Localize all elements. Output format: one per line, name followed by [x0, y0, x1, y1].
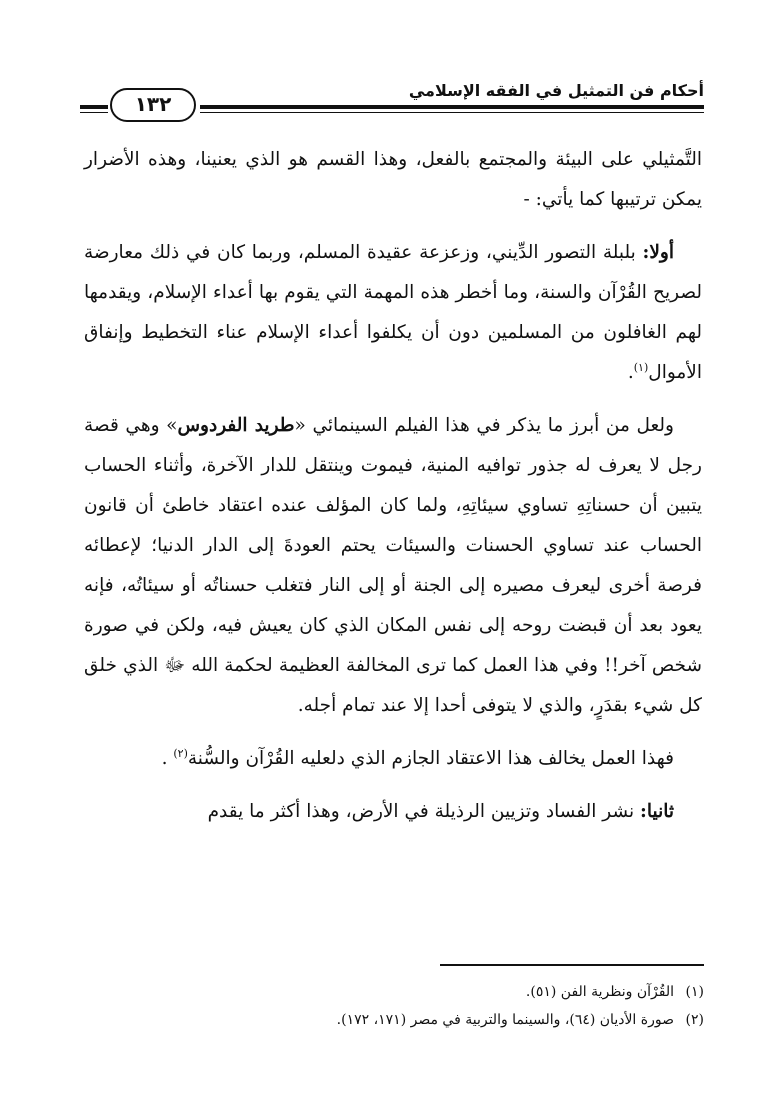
- paragraph-text: بلبلة التصور الدِّيني، وزعزعة عقيدة المسلم، وربما كان في ذلك معارضة لصريح القُرْآن والسنة، وما أخطر هذه المهمة التي يقوم بها أعداء الإسلام، ويقدمها لهم الغافلون من المسلمين دون أن يكلفوا أعداء الإسلام عناء التخطيط وإنفاق الأموال: [84, 242, 702, 383]
- footnote-text: القُرْآن ونظرية الفن (٥١).: [525, 984, 674, 1000]
- header-rule-thin: [200, 112, 704, 113]
- header-rule-left-thin: [80, 112, 108, 113]
- main-text: [84, 140, 702, 845]
- footnote-item: [84, 1006, 704, 1034]
- paragraph-second-point: [84, 792, 702, 832]
- paragraph-text: ولعل من أبرز ما يذكر في هذا الفيلم السينمائي «: [294, 415, 674, 436]
- footnote-separator: [440, 964, 704, 966]
- running-header: [80, 76, 704, 126]
- footnote-number: (٢): [685, 1012, 704, 1028]
- paragraph-text: نشر الفساد وتزيين الرذيلة في الأرض، وهذا أكثر ما يقدم: [207, 801, 641, 822]
- paragraph-tail: .: [627, 362, 634, 383]
- footnote-marker: (٢): [173, 746, 188, 760]
- page-number: ١٣٢: [110, 88, 196, 122]
- film-title: طريد الفردوس: [177, 415, 295, 436]
- paragraph-film-example: [84, 406, 702, 726]
- paragraph-intro: [84, 140, 702, 220]
- header-rule-thick: [200, 105, 704, 109]
- point-label: أولا:: [642, 242, 674, 263]
- paragraph-text: فهذا العمل يخالف هذا الاعتقاد الجازم الذي دلعليه القُرْآن والسُّنة: [187, 748, 674, 769]
- point-label: ثانيا:: [640, 801, 674, 822]
- footnotes: [84, 978, 704, 1034]
- paragraph-tail: .: [161, 748, 174, 769]
- paragraph-conclusion: [84, 739, 702, 779]
- paragraph-first-point: [84, 233, 702, 393]
- footnote-number: (١): [685, 984, 704, 1000]
- book-title: أحكام فن التمثيل في الفقه الإسلامي: [408, 81, 704, 100]
- paragraph-text: » وهي قصة رجل لا يعرف له جذور توافيه المنية، فيموت وينتقل للدار الآخرة، وأثناء الحساب يتبين أن حسناتِهِ تساوي سيئاتِهِ، ولما كان المؤلف عنده اعتقاد خاطئ أن قانون الحساب عند تساوي الحسنات والسيئات يحتم العودةَ إلى الدار الدنيا؛ لإعطائه فرصة أخرى ليعرف مصيره إلى الجنة أو إلى النار فتغلب حسناتُه أو سيئاتُه، فإنه يعود بعد أن قبضت روحه إلى نفس المكان الذي كان يعيش فيه، ولكن في صورة شخص آخر!! وفي هذا العمل كما ترى المخالفة العظيمة لحكمة الله ﷻ الذي خلق كل شيء بقدَرٍ، والذي لا يتوفى أحدا إلا عند تمام أجله.: [84, 415, 702, 716]
- paragraph-text: التَّمثيلي على البيئة والمجتمع بالفعل، وهذا القسم هو الذي يعنينا، وهذه الأضرار يمكن ترتيبها كما يأتي: -: [84, 149, 702, 210]
- footnote-text: صورة الأديان (٦٤)، والسينما والتربية في مصر (١٧١، ١٧٢).: [336, 1012, 674, 1028]
- footnote-marker: (١): [633, 360, 649, 374]
- footnote-item: [84, 978, 704, 1006]
- header-rule-left-thick: [80, 105, 108, 109]
